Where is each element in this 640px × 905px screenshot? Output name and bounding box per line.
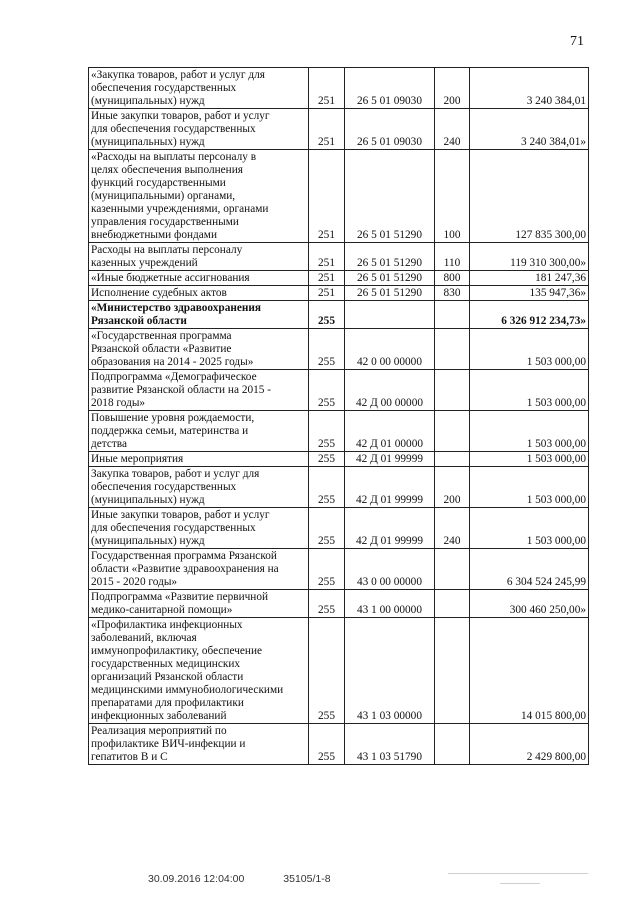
row-name-cell: Реализация мероприятий по профилактике ВИЧ-инфекции и гепатитов В и С [89,724,309,765]
row-name-cell: «Закупка товаров, работ и услуг для обеспечения государственных (муниципальных) нужд [89,68,309,109]
row-csr-cell: 26 5 01 51290 [345,286,435,301]
row-type-cell [435,301,470,329]
row-name-cell: Подпрограмма «Демографическое развитие Рязанской области на 2015 - 2018 годы» [89,370,309,411]
row-sum-cell: 3 240 384,01» [470,109,589,150]
row-csr-cell: 43 1 00 00000 [345,590,435,618]
row-sum-cell: 119 310 300,00» [470,243,589,271]
table-row [89,271,589,286]
row-sum-cell: 1 503 000,00 [470,452,589,467]
row-name-cell: Иные закупки товаров, работ и услуг для обеспечения государственных (муниципальных) нужд [89,508,309,549]
row-sum-cell: 1 503 000,00 [470,508,589,549]
row-code-cell: 255 [309,590,345,618]
row-csr-cell: 43 1 03 00000 [345,618,435,724]
row-code-cell: 255 [309,329,345,370]
row-type-cell: 800 [435,271,470,286]
row-code-cell: 255 [309,301,345,329]
row-type-cell: 830 [435,286,470,301]
row-name-cell: Государственная программа Рязанской области «Развитие здравоохранения на 2015 - 2020 годы» [89,549,309,590]
table-row [89,549,589,590]
row-name-cell: Иные закупки товаров, работ и услуг для обеспечения государственных (муниципальных) нужд [89,109,309,150]
table-row [89,243,589,271]
row-code-cell: 255 [309,467,345,508]
row-type-cell: 200 [435,68,470,109]
row-csr-cell: 26 5 01 09030 [345,109,435,150]
row-sum-cell: 6 304 524 245,99 [470,549,589,590]
row-name-cell: «Государственная программа Рязанской области «Развитие образования на 2014 - 2025 годы» [89,329,309,370]
row-type-cell [435,590,470,618]
row-csr-cell: 26 5 01 51290 [345,271,435,286]
row-type-cell: 100 [435,150,470,243]
table-row [89,329,589,370]
row-type-cell [435,411,470,452]
row-name-cell: Повышение уровня рождаемости, поддержка семьи, материнства и детства [89,411,309,452]
row-sum-cell: 300 460 250,00» [470,590,589,618]
scan-artifact [500,883,540,884]
row-sum-cell: 135 947,36» [470,286,589,301]
row-csr-cell [345,301,435,329]
row-code-cell: 251 [309,271,345,286]
table-row [89,370,589,411]
table-row [89,301,589,329]
row-type-cell [435,329,470,370]
budget-table [88,67,589,765]
row-name-cell: Подпрограмма «Развитие первичной медико-санитарной помощи» [89,590,309,618]
row-type-cell: 110 [435,243,470,271]
row-code-cell: 255 [309,549,345,590]
row-code-cell: 255 [309,411,345,452]
row-code-cell: 255 [309,370,345,411]
row-name-cell: «Министерство здравоохранения Рязанской области [89,301,309,329]
table-row [89,286,589,301]
row-code-cell: 255 [309,724,345,765]
row-code-cell: 255 [309,452,345,467]
row-name-cell: Исполнение судебных актов [89,286,309,301]
row-type-cell [435,452,470,467]
row-csr-cell: 43 0 00 00000 [345,549,435,590]
row-type-cell [435,370,470,411]
table-row [89,150,589,243]
row-csr-cell: 43 1 03 51790 [345,724,435,765]
row-csr-cell: 42 0 00 00000 [345,329,435,370]
row-type-cell: 240 [435,109,470,150]
row-csr-cell: 42 Д 01 99999 [345,467,435,508]
row-sum-cell: 127 835 300,00 [470,150,589,243]
row-sum-cell: 2 429 800,00 [470,724,589,765]
row-csr-cell: 26 5 01 09030 [345,68,435,109]
row-name-cell: «Иные бюджетные ассигнования [89,271,309,286]
row-name-cell: Иные мероприятия [89,452,309,467]
row-csr-cell: 26 5 01 51290 [345,243,435,271]
row-csr-cell: 42 Д 01 99999 [345,452,435,467]
row-sum-cell: 1 503 000,00 [470,370,589,411]
row-code-cell: 251 [309,286,345,301]
row-code-cell: 251 [309,68,345,109]
footer [148,873,367,885]
table-row [89,109,589,150]
row-sum-cell: 3 240 384,01 [470,68,589,109]
row-csr-cell: 42 Д 01 99999 [345,508,435,549]
row-type-cell: 240 [435,508,470,549]
footer-doc-number: 35105/1-8 [283,873,331,885]
row-code-cell: 251 [309,243,345,271]
footer-datetime: 30.09.2016 12:04:00 [148,873,245,885]
scan-artifact [448,873,588,874]
table-row [89,724,589,765]
row-csr-cell: 42 Д 01 00000 [345,411,435,452]
page-number: 71 [570,34,584,49]
table-row [89,590,589,618]
row-type-cell [435,549,470,590]
row-code-cell: 255 [309,508,345,549]
row-name-cell: «Расходы на выплаты персоналу в целях обеспечения выполнения функций государственными (муниципальными) органами, казенными учреждениями, органами управления государственными внебюджетными фондами [89,150,309,243]
row-code-cell: 251 [309,150,345,243]
row-sum-cell: 1 503 000,00 [470,467,589,508]
row-csr-cell: 26 5 01 51290 [345,150,435,243]
row-name-cell: Закупка товаров, работ и услуг для обеспечения государственных (муниципальных) нужд [89,467,309,508]
row-sum-cell: 1 503 000,00 [470,329,589,370]
table-row [89,467,589,508]
row-type-cell [435,724,470,765]
row-sum-cell: 181 247,36 [470,271,589,286]
row-sum-cell: 14 015 800,00 [470,618,589,724]
row-name-cell: Расходы на выплаты персоналу казенных учреждений [89,243,309,271]
row-sum-cell: 1 503 000,00 [470,411,589,452]
budget-table-body [89,68,589,765]
row-name-cell: «Профилактика инфекционных заболеваний, включая иммунопрофилактику, обеспечение государственных медицинских организаций Рязанской области медицинскими иммунобиологическими препаратами для профилактики инфекционных заболеваний [89,618,309,724]
table-row [89,508,589,549]
table-row [89,411,589,452]
row-code-cell: 255 [309,618,345,724]
table-row [89,618,589,724]
row-csr-cell: 42 Д 00 00000 [345,370,435,411]
row-type-cell: 200 [435,467,470,508]
table-row [89,452,589,467]
row-code-cell: 251 [309,109,345,150]
row-type-cell [435,618,470,724]
row-sum-cell: 6 326 912 234,73» [470,301,589,329]
table-row [89,68,589,109]
